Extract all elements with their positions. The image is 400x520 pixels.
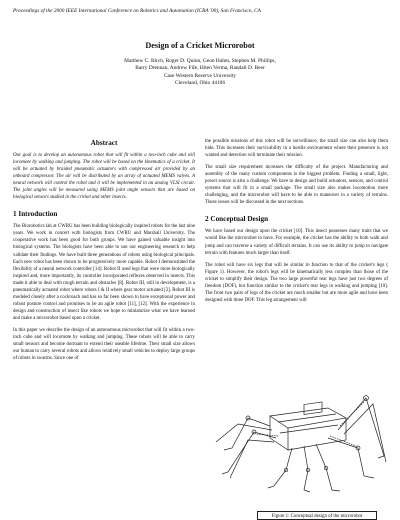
intro-paragraph: The Biorobotics lab at CWRU has been building biologically inspired robots for the last nine years. We work in concert with biologists from CWRU and Marshall University. The cooperative work has been good for both groups. We have gained valuable insight into biological systems. The biologists have been able to use our engineering research to help validate their findings. We have built three generations of robots using biological principals. Each new robot has been shown to be progressively more capable. Robot I demonstrated the flexibility of a neural network controller [14]. Robot II used legs that were more biologically inspired and, more importantly, its controller incorporated reflexes observed in insects. This made it able to deal with rough terrain and obstacles [8]. Robot III, still in development, is a pneumatically actuated robot where robots I & II where gear motor actuated [2]. Robot III is modeled closely after a cockroach and has so far been shown to have exceptional power and robust posture control and promises to be an agile robot [11], [12]. With the experience in design and construction of insect like robots we hope to miniaturize what we have learned and make a microrobot based upon a cricket.	[13, 224, 196, 321]
body-paragraph: The small size requirement increases the difficulty of the project. Manufacturing and assembly of the many custom components is the biggest problem. Finding a small, light, power source is also a challenge. We have to design and build actuators, sensors, and control systems that will fit in a small package. The small size also makes locomotion more challenging, and the microrobot will have to be able to maneuver in a variety of terrains. These issues will be discussed in the next sections.	[205, 165, 388, 206]
abstract-heading: Abstract	[90, 139, 118, 147]
author-block	[60, 58, 340, 88]
author-line: Matthew C. Birch, Roger D. Quinn, Geon Hahm, Stephen M. Phillips,	[124, 58, 276, 64]
paper-title: Design of a Cricket Microrobot	[145, 41, 255, 50]
location-line: Cleveland, Ohio 44106	[174, 80, 226, 87]
left-column	[13, 138, 195, 367]
figure-microrobot-drawing	[208, 378, 388, 498]
section-heading-conceptual-design: 2 Conceptual Design	[205, 215, 269, 224]
figure-caption: Figure 1: Conceptual design of the microrobot	[257, 511, 377, 520]
design-paragraph: The robot will have six legs that will be similar in function to that of the cricket's legs ( Figure 1). However, the robot's legs will be kinematically less complex than those of the cricket to simplify their design. The two large powerful rear legs have just two degrees of freedom (DOF), but function similar to the cricket's rear legs in walking and jumping [10]. The front two pairs of legs of the cricket are much smaller but are more agile and have been designed with three DOF. This leg arrangement will	[205, 262, 388, 303]
body-paragraph: the possible missions of this robot will be surveillance, the small size can also help them hide. This increases their survivability in a hostile environment where their presence is not wanted and detection will terminate their mission.	[205, 139, 388, 159]
author-line: Barry Drennan, Andrew Fife, Hiten Verma, Randall D. Beer	[135, 65, 265, 72]
abstract-text: Our goal is to develop an autonomous robot that will fit within a two-inch cube and will locomote by walking and jumping. The robot will be based on the kinematics of a cricket. It will be actuated by braided pneumatic actuators with compressed air provided by an onboard compressor. The air will be distributed by an array of actuated MEMS valves. A neural network will control the robot and it will be implemented in an analog VLSI circuit. The joint angles will be measured using MEMS joint angle sensors that are based on biological sensors studied in the cricket and other insects.	[13, 153, 195, 201]
intro-paragraph: In this paper we describe the design of an autonomous microrobot that will fit within a two-inch cube and will locomote by walking and jumping. These robots will be able to carry small sensors and become dormant to extend their useable lifetime. Their small size allows our human to carry several robots and allows relatively small vehicles to deploy large groups of robots in swarms. Since one of	[13, 327, 195, 362]
running-header: Proceedings of the 2000 IEEE International Conference on Robotics and Automation (ICRA '00), San Francisco, CA	[13, 8, 261, 14]
right-column	[205, 138, 388, 309]
section-heading-introduction: 1 Introduction	[13, 210, 58, 219]
affiliation-line: Case Western Reserve University	[163, 72, 237, 79]
design-paragraph: We have based our design upon the cricket [10]. This insect possesses many traits that we would like the microrobot to have. For example, the cricket has the ability to both walk and jump and can traverse a variety of difficult terrains. It can use its ability to jump to navigate terrain with features much larger than itself.	[205, 229, 388, 256]
microrobot-illustration	[208, 378, 388, 498]
